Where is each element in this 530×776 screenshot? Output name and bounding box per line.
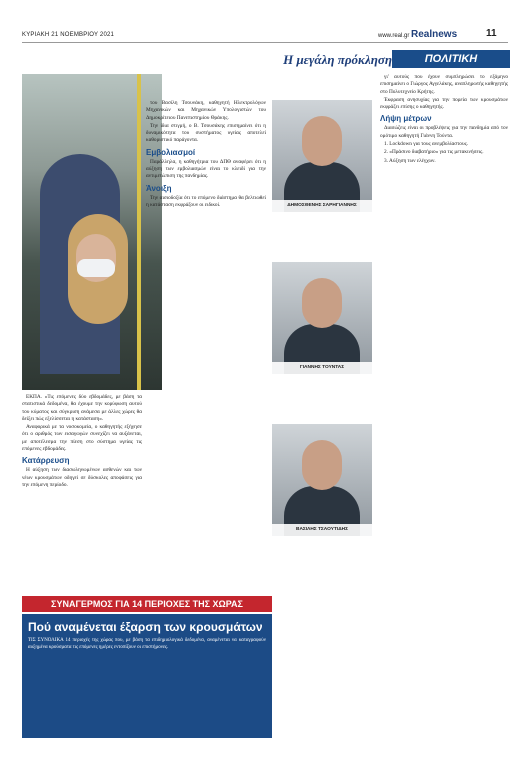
- page-number: 11: [486, 28, 497, 39]
- portrait-caption: ΓΙΑΝΝΗΣ ΤΟΥΝΤΑΣ: [272, 362, 372, 374]
- portraits: [272, 100, 372, 586]
- column-2: του Βασίλη Τσουνάκη, καθηγητή Ηλεκτρολόγων Μηχανικών και Μηχανικών Υπολογιστών του Δημοκρίτειου Πανεπιστημίου Θράκης. Την ίδια στιγμή, ο Β. Τσουσάκης επισημαίνει ότι η δυναμικότητα του συστήματος υγείας αποτελεί καθοριστικό παράγοντα. Εμβολιασμοί Παράλληλα, η καθηγήτρια του ΔΠΘ αναφέρει ότι η αύξηση των εμβολιασμών είναι το κλειδί για την αντιμετώπιση της πανδημίας. Άνοιξη Την αισιοδοξία ότι το επόμενο διάστημα θα βελτιωθεί η κατάσταση εκφράζουν οι ειδικοί.: [146, 100, 266, 208]
- portrait: [272, 100, 372, 212]
- issue-date: ΚΥΡΙΑΚΗ 21 ΝΟΕΜΒΡΙΟΥ 2021: [22, 32, 115, 38]
- infobox-text: ΤΙΣ ΣΥΝΟΛΙΚΑ 14 περιοχές της χώρας που, με βάση τα επιδημιολογικά δεδομένα, αναμένεται να καταγραφούν αυξημένα κρούσματα τις επόμενες ημέρες εντοπίζουν οι επιστήμονες.: [28, 638, 266, 650]
- brand[interactable]: [378, 29, 457, 40]
- masthead: [0, 0, 530, 42]
- subheading-measures: Λήψη μέτρων: [380, 114, 432, 124]
- section-label: ΠΟΛΙΤΙΚΗ: [392, 50, 510, 68]
- brand-logo: Realnews: [411, 29, 458, 40]
- column-4: γι' αυτούς που έχουν συμπληρώσει το εξάμηνο επισημαίνει ο Γιώργος Αγγελάκης, αναπληρωτής καθηγητής στο Πολυτεχνείο Κρήτης. Έκφραση ανησυχίας για την πορεία των κρουσμάτων εκφράζει επίσης ο καθηγητής. Λήψη μέτρων Διασώζεις είναι οι προβλέψεις για την πανδημία από τον ομότιμο καθηγητή Γιάννη Τούντα. 1. Lockdown για τους ανεμβολίαστους. 2. «Πράσινο διαβατήριο» για τις μετακινήσεις. 3. Αύξηση των ελέγχων.: [380, 74, 508, 164]
- header-rule: [22, 42, 508, 43]
- column-1: ΕΚΠΑ. «Τις επόμενες δύο εβδομάδες, με βάση τα στατιστικά δεδομένα, θα έχουμε την κορύφωση αυτού του κύματος και σύγκριση ανάμεσα με άλλες χώρες θα δείξει πώς εξελίσσεται η κατάσταση». Αναφορικά με τα νοσοκομεία, ο καθηγητής εξήγησε ότι ο αριθμός των εισαγωγών συνεχίζει να αυξάνεται, με αποτέλεσμα την πίεση στο σύστημα υγείας τις επόμενες εβδομάδες. Κατάρρευση Η αύξηση των διασωληνωμένων ασθενών και των νέων κρουσμάτων οδηγεί σε δύσκολες αποφάσεις για την επόμενη περίοδο.: [22, 394, 142, 488]
- site-url[interactable]: www.real.gr: [378, 33, 410, 39]
- infobox: [22, 614, 272, 738]
- alert-banner: ΣΥΝΑΓΕΡΜΟΣ ΓΙΑ 14 ΠΕΡΙΟΧΕΣ ΤΗΣ ΧΩΡΑΣ: [22, 596, 272, 612]
- page-headline: Η μεγάλη πρόκληση: [283, 52, 392, 67]
- portrait: [272, 424, 372, 536]
- woman-in-mask-photo: [22, 74, 162, 390]
- face-mask-icon: [77, 259, 115, 277]
- subheading-vaccinations: Εμβολιασμοί: [146, 147, 196, 157]
- portrait-caption: ΔΗΜΟΣΘΕΝΗΣ ΣΑΡΗΓΙΑΝΝΗΣ: [272, 200, 372, 212]
- portrait-caption: ΒΑΣΙΛΗΣ ΤΣΑΟΥΤΙΔΗΣ: [272, 524, 372, 536]
- subheading-spring: Άνοιξη: [146, 183, 172, 193]
- subheading-collapse: Κατάρρευση: [22, 456, 70, 466]
- infobox-title: Πού αναμένεται έξαρση των κρουσμάτων: [28, 620, 263, 634]
- portrait: [272, 262, 372, 374]
